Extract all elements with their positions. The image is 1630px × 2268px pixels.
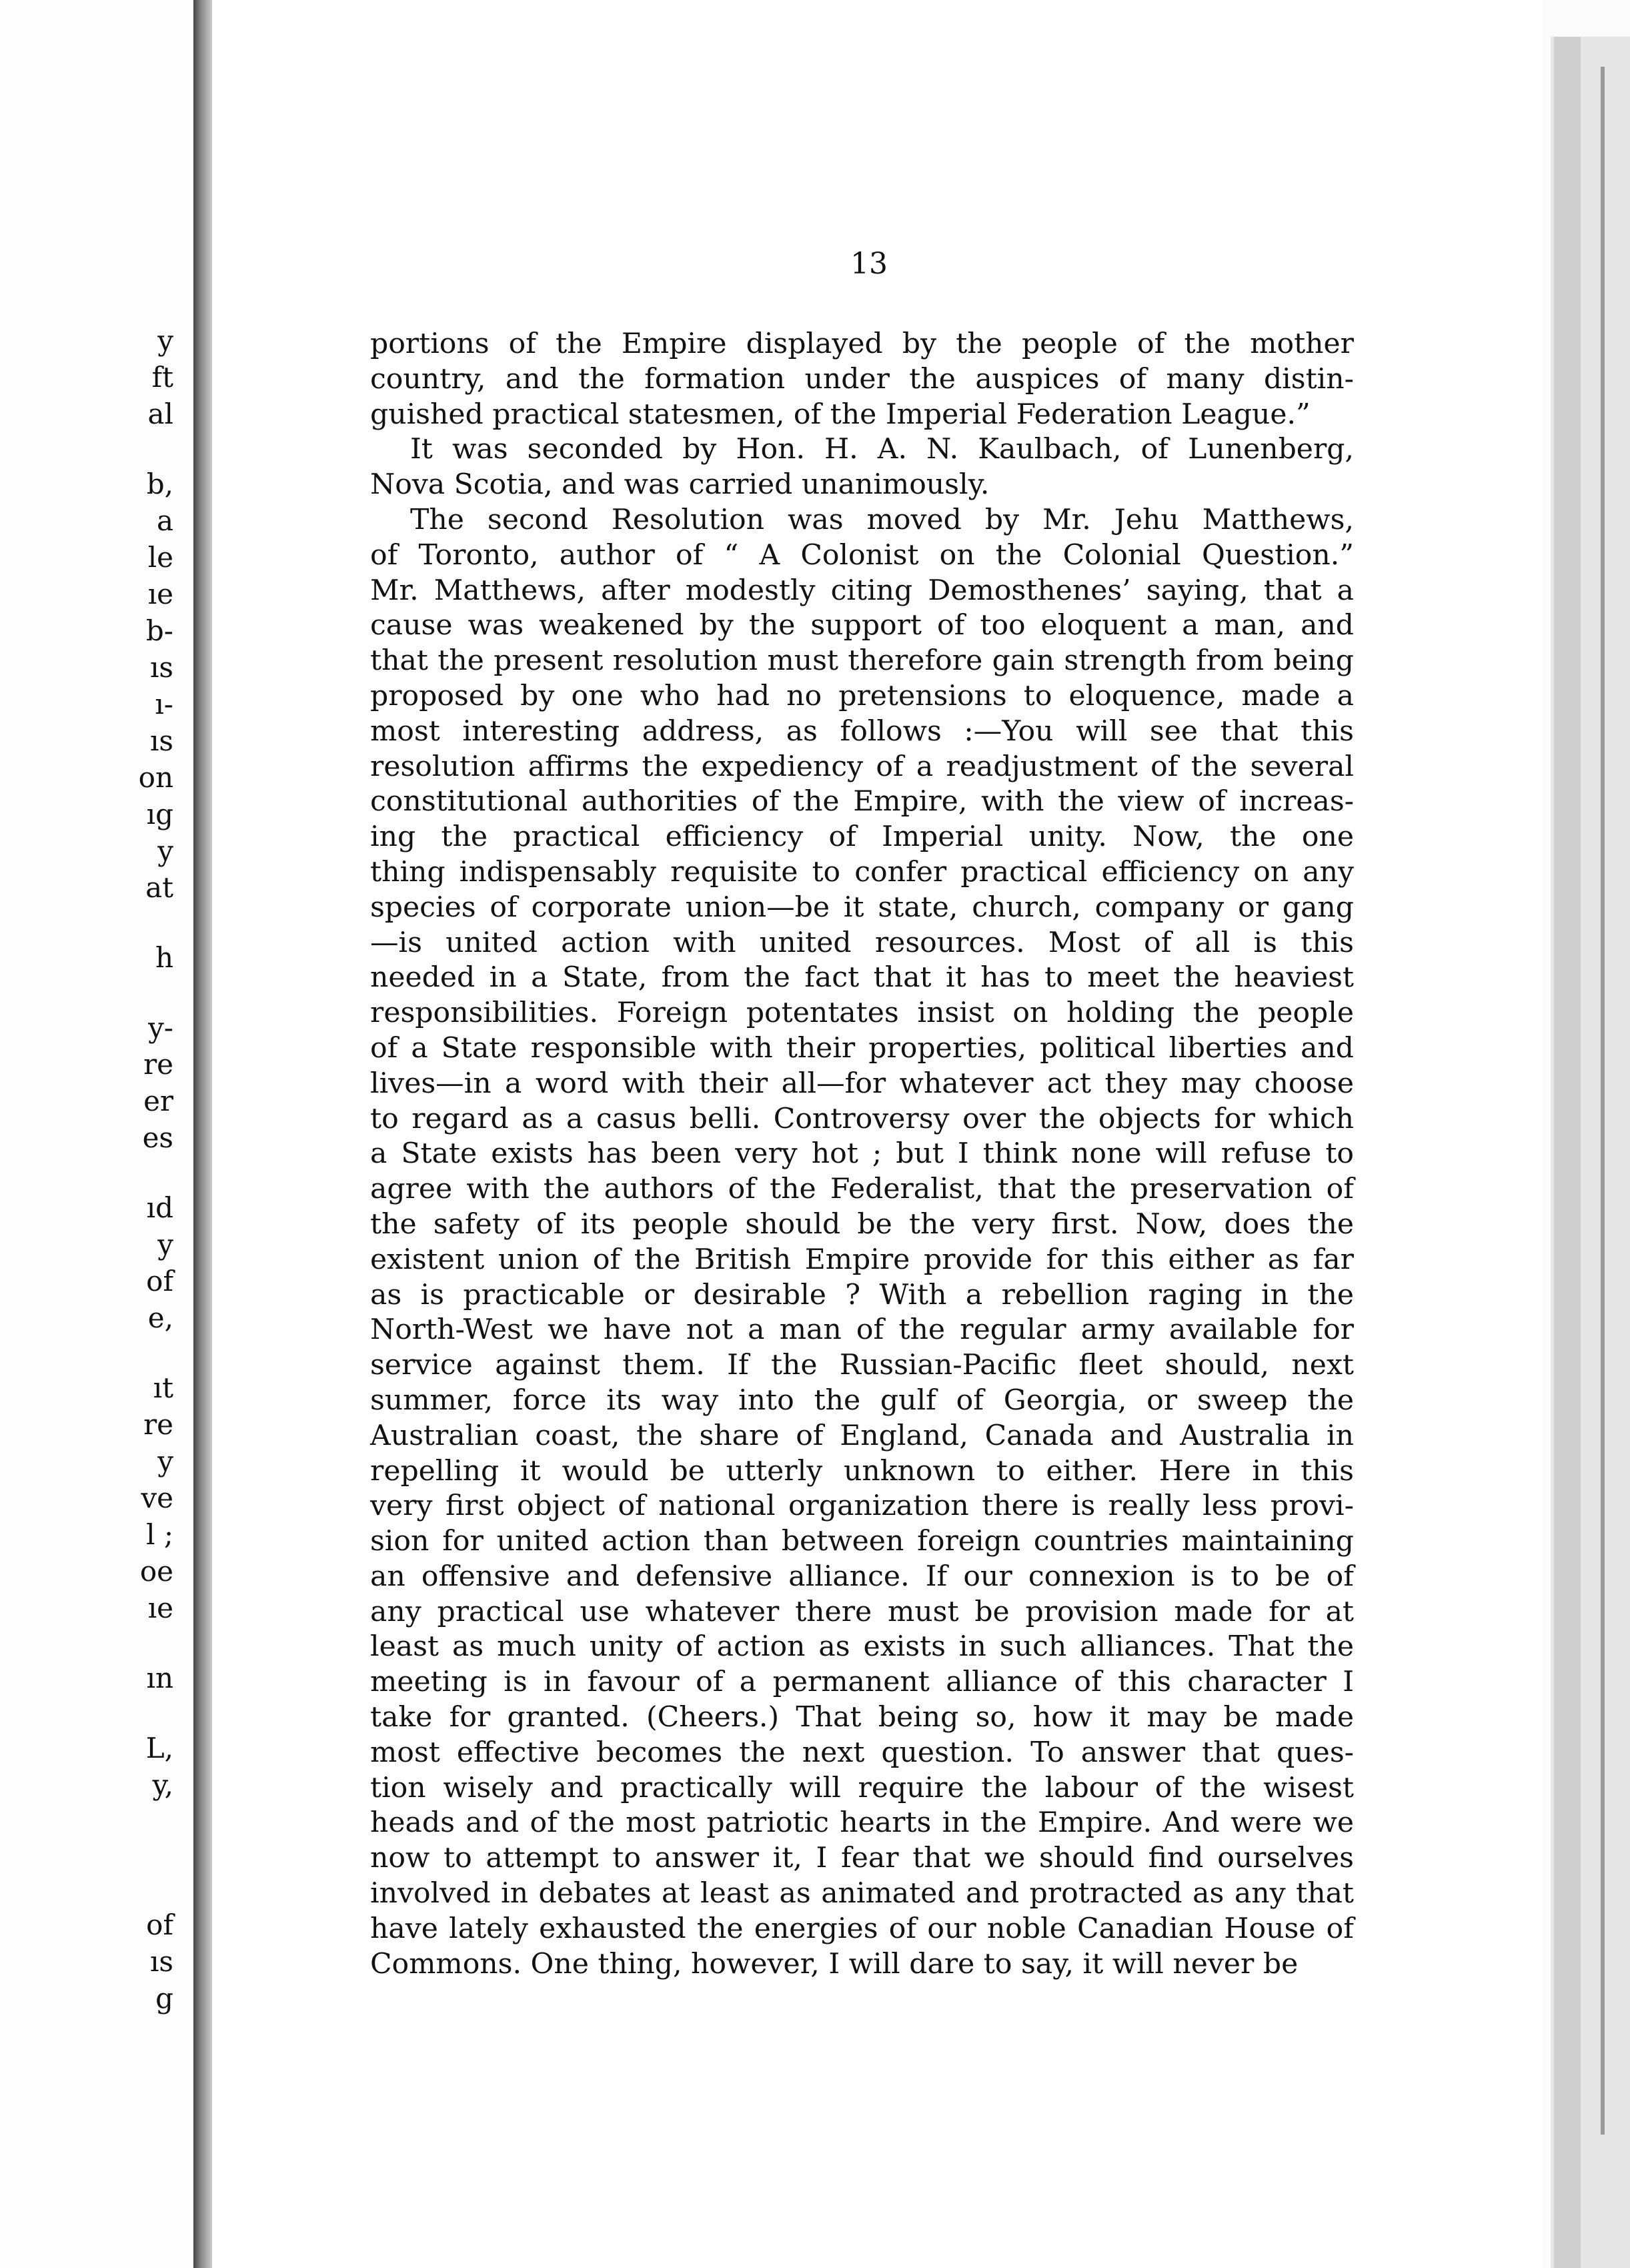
facing-page-fragment: re (143, 1408, 173, 1441)
text-line: tion wisely and practically will require the labour of the wisest (370, 1771, 1354, 1804)
text-line: species of corporate union—be it state, church, company or gang (370, 891, 1354, 924)
text-line: the safety of its people should be the very first. Now, does the (370, 1207, 1354, 1241)
text-line: constitutional authorities of the Empire, with the view of increas- (370, 785, 1354, 818)
facing-page-fragment: of (146, 1265, 173, 1297)
facing-page-fragment: a (156, 504, 173, 537)
facing-page-fragment: y (157, 1228, 173, 1261)
text-line: Mr. Matthews, after modestly citing Demosthenes’ saying, that a (370, 574, 1354, 607)
text-line: portions of the Empire displayed by the people of the mother (370, 328, 1354, 360)
text-line: as is practicable or desirable ? With a rebellion raging in the (370, 1278, 1354, 1311)
text-line: most effective becomes the next question. To answer that ques- (370, 1736, 1354, 1769)
text-line: Nova Scotia, and was carried unanimously. (370, 468, 990, 502)
text-line: meeting is in favour of a permanent alliance of this character I (370, 1666, 1354, 1699)
text-line: least as much unity of action as exists in such alliances. That the (370, 1630, 1354, 1664)
facing-page-fragment: ıe (147, 1592, 173, 1624)
facing-page-fragment: oe (139, 1555, 173, 1588)
facing-page-fragment: y (157, 834, 173, 867)
text-line: ing the practical efficiency of Imperial unity. Now, the one (370, 820, 1354, 854)
facing-page-fragment: y (157, 324, 173, 357)
text-line: any practical use whatever there must be provision made for at (370, 1595, 1354, 1628)
text-line: have lately exhausted the energies of our noble Canadian House of (370, 1912, 1354, 1945)
text-line: an offensive and defensive alliance. If our connexion is to be of (370, 1560, 1354, 1593)
text-line: repelling it would be utterly unknown to either. Here in this (370, 1454, 1354, 1488)
facing-page-fragment: ı- (155, 688, 173, 720)
facing-page-fragment: e, (147, 1301, 173, 1334)
body-text (370, 327, 1354, 1982)
facing-page-fragment: ıd (146, 1191, 173, 1224)
text-line: summer, force its way into the gulf of Georgia, or sweep the (370, 1383, 1354, 1417)
page-edge-shadow (1554, 37, 1581, 2268)
facing-page-fragment: h (155, 941, 173, 974)
text-line: of a State responsible with their properties, political liberties and (370, 1031, 1354, 1065)
facing-page-fragment: of (146, 1908, 173, 1941)
facing-page-fragment: ve (141, 1482, 173, 1514)
facing-page-fragment: ın (146, 1662, 173, 1694)
facing-page-fragment: al (147, 398, 173, 430)
text-line: thing indispensably requisite to confer practical efficiency on any (370, 855, 1354, 889)
text-line: agree with the authors of the Federalist, that the preservation of (370, 1173, 1354, 1206)
facing-page-fragment: g (155, 1982, 173, 2015)
text-line: lives—in a word with their all—for whatever act they may choose (370, 1067, 1354, 1100)
facing-page-fragment: ıs (150, 651, 173, 684)
text-line: involved in debates at least as animated and protracted as any that (370, 1877, 1354, 1910)
facing-page-fragment: b- (145, 614, 173, 647)
facing-page-fragment: er (143, 1085, 173, 1117)
text-line: service against them. If the Russian-Pacific fleet should, next (370, 1349, 1354, 1382)
facing-page-fragment: ft (151, 361, 173, 394)
text-line: most interesting address, as follows :—You will see that this (370, 714, 1354, 748)
facing-page-fragment: y- (148, 1011, 173, 1044)
text-line: —is united action with united resources. Most of all is this (370, 926, 1354, 959)
facing-page-fragment: es (142, 1121, 173, 1154)
facing-page-fragment: ıs (150, 1945, 173, 1978)
text-line: existent union of the British Empire provide for this either as far (370, 1243, 1354, 1276)
text-line: very first object of national organization there is really less provi- (370, 1490, 1354, 1523)
facing-page-fragment: y, (152, 1768, 173, 1801)
text-line: North-West we have not a man of the regular army available for (370, 1313, 1354, 1347)
text-line: heads and of the most patriotic hearts in the Empire. And were we (370, 1806, 1354, 1840)
facing-page-text-fragments (0, 0, 173, 2268)
facing-page-fragment: l ; (146, 1518, 173, 1551)
text-line: that the present resolution must therefore gain strength from being (370, 644, 1354, 678)
text-line: The second Resolution was moved by Mr. Jehu Matthews, (410, 503, 1354, 536)
text-line: to regard as a casus belli. Controversy over the objects for which (370, 1102, 1354, 1135)
text-line: cause was weakened by the support of too eloquent a man, and (370, 609, 1354, 642)
facing-page-fragment: ıt (153, 1371, 173, 1404)
facing-page-fragment: ıg (146, 798, 173, 830)
page-edge-line (1601, 67, 1605, 2135)
facing-page-fragment: le (147, 541, 173, 574)
page-number: 13 (850, 247, 888, 281)
text-line: sion for united action than between foreign countries maintaining (370, 1525, 1354, 1558)
text-line: resolution affirms the expediency of a readjustment of the several (370, 750, 1354, 783)
facing-page-fragment: y (157, 1445, 173, 1478)
text-line: Commons. One thing, however, I will dare to say, it will never be (370, 1947, 1299, 1980)
book-spine-shadow (193, 0, 212, 2268)
text-line: Australian coast, the share of England, Canada and Australia in (370, 1419, 1354, 1452)
text-line: responsibilities. Foreign potentates insist on holding the people (370, 997, 1354, 1030)
facing-page-fragment: re (143, 1048, 173, 1081)
facing-page-fragment: ıs (150, 724, 173, 757)
facing-page-fragment: at (145, 871, 173, 904)
facing-page-fragment: b, (146, 468, 173, 500)
text-line: take for granted. (Cheers.) That being so, how it may be made (370, 1701, 1354, 1734)
text-line: country, and the formation under the auspices of many distin- (370, 362, 1354, 396)
text-line: of Toronto, author of “ A Colonist on the Colonial Question.” (370, 538, 1354, 572)
text-line: It was seconded by Hon. H. A. N. Kaulbach, of Lunenberg, (410, 433, 1354, 466)
text-line: proposed by one who had no pretensions to eloquence, made a (370, 679, 1354, 712)
text-line: now to attempt to answer it, I fear that we should find ourselves (370, 1842, 1354, 1875)
facing-page-fragment: on (138, 761, 173, 794)
text-line: guished practical statesmen, of the Imperial Federation League.” (370, 398, 1311, 431)
text-line: a State exists has been very hot ; but I think none will refuse to (370, 1137, 1354, 1171)
facing-page-fragment: L, (145, 1732, 173, 1764)
facing-page-fragment: ıe (147, 578, 173, 610)
text-line: needed in a State, from the fact that it has to meet the heaviest (370, 961, 1354, 995)
